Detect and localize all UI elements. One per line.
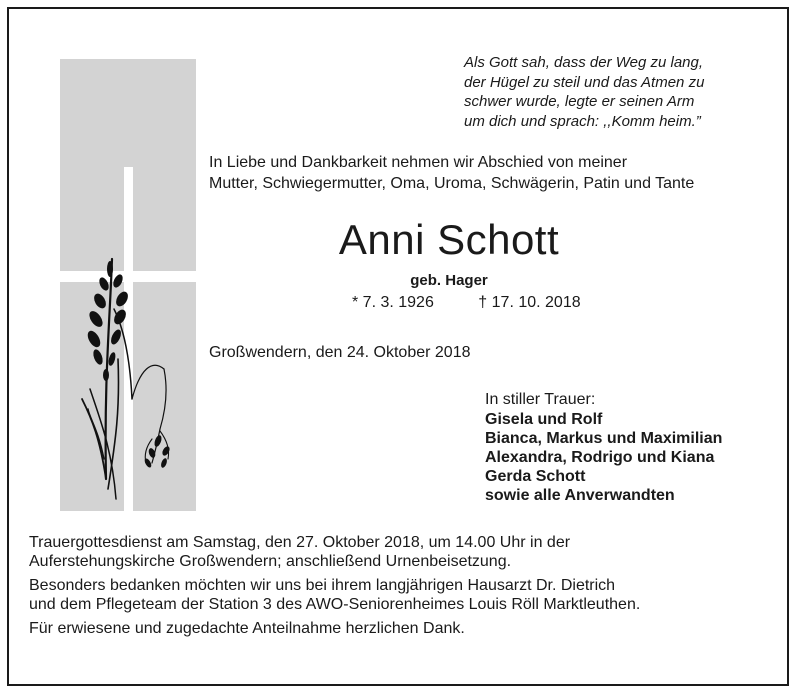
service-line: Auferstehungskirche Großwendern; anschließend Urnenbeisetzung.	[29, 553, 512, 570]
footer-text	[29, 533, 640, 643]
mourner-name: Alexandra, Rodrigo und Kiana	[485, 449, 715, 466]
obituary-notice	[7, 7, 789, 686]
mourners-list	[485, 410, 722, 505]
life-dates	[352, 292, 581, 313]
closing-line: Für erwiesene und zugedachte Anteilnahme herzlichen Dank.	[29, 620, 465, 637]
intro-line: In Liebe und Dankbarkeit nehmen wir Abschied von meiner	[209, 154, 628, 171]
intro-line: Mutter, Schwiegermutter, Oma, Uroma, Schwägerin, Patin und Tante	[209, 175, 695, 192]
mourner-name: Bianca, Markus und Maximilian	[485, 430, 723, 447]
thanks-info	[29, 576, 640, 614]
death-date: † 17. 10. 2018	[478, 294, 581, 311]
service-line: Trauergottesdienst am Samstag, den 27. Oktober 2018, um 14.00 Uhr in der	[29, 534, 571, 551]
mourner-name: sowie alle Anverwandten	[485, 487, 675, 504]
poem-line: Als Gott sah, dass der Weg zu lang,	[464, 54, 704, 71]
cross-grass-illustration	[60, 59, 196, 511]
poem-line: der Hügel zu steil und das Atmen zu	[464, 73, 705, 91]
birth-date: * 7. 3. 1926	[352, 294, 434, 311]
thanks-line: und dem Pflegeteam der Station 3 des AWO-Seniorenheimes Louis Röll Marktleuthen.	[29, 596, 641, 613]
mourner-name: Gisela und Rolf	[485, 411, 603, 428]
poem-line: um dich und sprach: ,,Komm heim.”	[464, 112, 701, 130]
birth-name: geb. Hager	[410, 272, 488, 289]
poem	[464, 53, 764, 131]
place-date: Großwendern, den 24. Oktober 2018	[209, 344, 471, 361]
deceased-name: Anni Schott	[338, 216, 560, 263]
cross-horizontal-bar	[60, 271, 196, 282]
mourners-heading: In stiller Trauer:	[485, 391, 596, 408]
intro-text	[209, 152, 694, 194]
cross-vertical-bar	[124, 167, 133, 511]
thanks-line: Besonders bedanken möchten wir uns bei ihrem langjährigen Hausarzt Dr. Dietrich	[29, 577, 616, 594]
poem-line: schwer wurde, legte er seinen Arm	[464, 93, 695, 110]
mourner-name: Gerda Schott	[485, 468, 586, 485]
service-info	[29, 533, 640, 571]
